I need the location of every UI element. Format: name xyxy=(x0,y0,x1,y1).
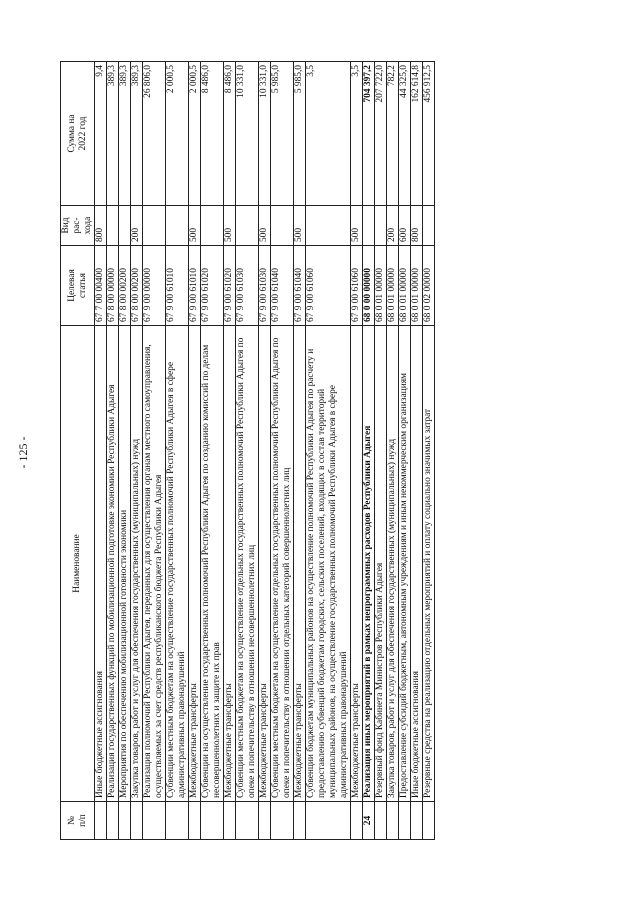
row-name: Реализация полномочий Республики Адыгея, переданных для осуществления органам местного самоуправления, осуществляемых за счет средств республиканского бюджета Республики Адыгея xyxy=(143,326,166,802)
row-target-article: 67 9 00 61010 xyxy=(189,246,201,326)
row-expense-type: 800 xyxy=(95,206,107,246)
row-expense-type xyxy=(271,206,294,246)
row-target-article: 67 9 00 00000 xyxy=(143,246,166,326)
table-row xyxy=(107,62,119,840)
row-sum: 162 614,8 xyxy=(411,62,423,206)
row-name: Закупка товаров, работ и услуг для обеспечения государственных (муниципальных) нужд xyxy=(387,326,399,802)
row-target-article: 68 0 00 00000 xyxy=(363,246,375,326)
row-target-article: 67 9 00 61060 xyxy=(306,246,351,326)
row-expense-type: 500 xyxy=(259,206,271,246)
row-target-article: 67 9 00 61020 xyxy=(224,246,236,326)
row-number xyxy=(259,802,271,840)
row-target-article: 67 8 00 00000 xyxy=(107,246,119,326)
row-target-article: 68 0 01 00000 xyxy=(387,246,399,326)
row-expense-type xyxy=(236,206,259,246)
row-expense-type: 500 xyxy=(189,206,201,246)
row-sum: 10 331,0 xyxy=(236,62,259,206)
row-number xyxy=(387,802,399,840)
table-row xyxy=(236,62,259,840)
row-expense-type xyxy=(363,206,375,246)
row-sum: 704 397,2 xyxy=(363,62,375,206)
row-name: Межбюджетные трансферты xyxy=(351,326,363,802)
row-target-article: 67 9 00 61040 xyxy=(271,246,294,326)
row-sum: 3,5 xyxy=(351,62,363,206)
row-sum: 44 325,0 xyxy=(399,62,411,206)
table-row xyxy=(143,62,166,840)
header-name: Наименование xyxy=(61,326,95,802)
row-target-article: 67 7 00 00400 xyxy=(95,246,107,326)
row-sum: 389,3 xyxy=(119,62,131,206)
page-number: - 125 - xyxy=(16,436,30,469)
row-sum: 389,3 xyxy=(107,62,119,206)
row-name: Субвенции местным бюджетам на осуществление отдельных государственных полномочий Республики Адыгея по опеке и попечительству в отношении несовершеннолетних лиц xyxy=(236,326,259,802)
table-row xyxy=(423,62,435,840)
row-sum: 2 000,5 xyxy=(166,62,189,206)
row-name: Субвенции местным бюджетам на осуществление государственных полномочий Республики Адыгея в сфере административных правонарушений xyxy=(166,326,189,802)
row-target-article: 67 9 00 61040 xyxy=(294,246,306,326)
row-name: Предоставление субсидий бюджетным, автономным учреждениям и иным некоммерческим организациям xyxy=(399,326,411,802)
row-target-article: 68 0 01 00000 xyxy=(399,246,411,326)
table-row xyxy=(131,62,143,840)
row-sum: 3,5 xyxy=(306,62,351,206)
row-name: Резервный фонд Кабинета Министров Республики Адыгея xyxy=(375,326,387,802)
row-name: Межбюджетные трансферты xyxy=(259,326,271,802)
table-header-row xyxy=(61,62,95,840)
row-name: Мероприятия по обеспечению мобилизационной готовности экономики xyxy=(119,326,131,802)
row-expense-type: 500 xyxy=(294,206,306,246)
row-sum: 389,3 xyxy=(131,62,143,206)
table-row xyxy=(387,62,399,840)
row-sum: 2 000,5 xyxy=(189,62,201,206)
row-sum: 26 806,0 xyxy=(143,62,166,206)
row-target-article: 67 9 00 61010 xyxy=(166,246,189,326)
row-number xyxy=(131,802,143,840)
row-name: Субвенции на осуществление государственных полномочий Республики Адыгея по созданию комиссий по делам несовершеннолетних и защите их прав xyxy=(201,326,224,802)
budget-table xyxy=(60,61,435,840)
row-number xyxy=(189,802,201,840)
row-expense-type xyxy=(166,206,189,246)
row-expense-type xyxy=(143,206,166,246)
row-expense-type: 200 xyxy=(131,206,143,246)
row-target-article: 67 9 00 61020 xyxy=(201,246,224,326)
row-number xyxy=(224,802,236,840)
row-sum: 5 985,0 xyxy=(271,62,294,206)
row-expense-type: 200 xyxy=(387,206,399,246)
row-name: Закупка товаров, работ и услуг для обеспечения государственных (муниципальных) нужд xyxy=(131,326,143,802)
row-number xyxy=(201,802,224,840)
header-target-article: Целевая статья xyxy=(61,246,95,326)
row-number xyxy=(294,802,306,840)
table-row xyxy=(363,62,375,840)
table-row xyxy=(259,62,271,840)
row-number xyxy=(271,802,294,840)
row-target-article: 68 0 01 00000 xyxy=(375,246,387,326)
table-row xyxy=(375,62,387,840)
table-row xyxy=(166,62,189,840)
row-number xyxy=(306,802,351,840)
row-sum: 207 722,0 xyxy=(375,62,387,206)
row-sum: 9,4 xyxy=(95,62,107,206)
header-expense-type: Вид рас- хода xyxy=(61,206,95,246)
row-expense-type: 600 xyxy=(399,206,411,246)
row-expense-type xyxy=(119,206,131,246)
row-number xyxy=(119,802,131,840)
row-sum: 10 331,0 xyxy=(259,62,271,206)
row-number xyxy=(375,802,387,840)
table-row xyxy=(201,62,224,840)
row-number xyxy=(399,802,411,840)
row-number: 24 xyxy=(363,802,375,840)
row-name: Реализация иных мероприятий в рамках непрограммных расходов Республики Адыгея xyxy=(363,326,375,802)
row-name: Реализация государственных функций по мобилизационной подготовке экономики Республики Адыгея xyxy=(107,326,119,802)
row-sum: 8 486,0 xyxy=(201,62,224,206)
row-number xyxy=(411,802,423,840)
table-row xyxy=(294,62,306,840)
header-number: № п/п xyxy=(61,802,95,840)
row-expense-type xyxy=(375,206,387,246)
row-sum: 456 912,5 xyxy=(423,62,435,206)
table-row xyxy=(399,62,411,840)
row-number xyxy=(107,802,119,840)
row-number xyxy=(143,802,166,840)
row-name: Межбюджетные трансферты xyxy=(224,326,236,802)
row-target-article: 67 8 00 00200 xyxy=(119,246,131,326)
row-number xyxy=(95,802,107,840)
row-expense-type xyxy=(423,206,435,246)
row-number xyxy=(236,802,259,840)
row-expense-type xyxy=(107,206,119,246)
table-row xyxy=(95,62,107,840)
table-row xyxy=(224,62,236,840)
row-sum: 782,2 xyxy=(387,62,399,206)
row-number xyxy=(351,802,363,840)
row-name: Субвенции местным бюджетам на осуществление отдельных государственных полномочий Республики Адыгея по опеке и попечительству в отношении отдельных категорий совершеннолетних лиц xyxy=(271,326,294,802)
row-name: Иные бюджетные ассигнования xyxy=(411,326,423,802)
row-expense-type xyxy=(201,206,224,246)
row-expense-type: 500 xyxy=(351,206,363,246)
table-row xyxy=(119,62,131,840)
row-expense-type xyxy=(306,206,351,246)
row-name: Резервные средства на реализацию отдельных мероприятий и оплату социально значимых затрат xyxy=(423,326,435,802)
table-row xyxy=(411,62,423,840)
row-number xyxy=(423,802,435,840)
row-name: Субвенции бюджетам муниципальных районов на осуществление полномочий Республики Адыгея по расчету и предоставлению субвенций бюджетам городских, сельских поселений, входящих в состав территорий муниципальных районов, на осуществление государственных полномочий Республики Адыгея в сфере административных правонарушений xyxy=(306,326,351,802)
row-sum: 5 985,0 xyxy=(294,62,306,206)
table-row xyxy=(189,62,201,840)
row-expense-type: 800 xyxy=(411,206,423,246)
row-target-article: 67 8 00 00200 xyxy=(131,246,143,326)
row-sum: 8 486,0 xyxy=(224,62,236,206)
row-target-article: 67 9 00 61060 xyxy=(351,246,363,326)
table-row xyxy=(271,62,294,840)
row-expense-type: 500 xyxy=(224,206,236,246)
table-row xyxy=(351,62,363,840)
row-name: Межбюджетные трансферты xyxy=(189,326,201,802)
row-name: Иные бюджетные ассигнования xyxy=(95,326,107,802)
table-row xyxy=(306,62,351,840)
row-target-article: 67 9 00 61030 xyxy=(236,246,259,326)
row-target-article: 68 0 01 00000 xyxy=(411,246,423,326)
row-target-article: 67 9 00 61030 xyxy=(259,246,271,326)
header-sum: Сумма на 2022 год xyxy=(61,62,95,206)
row-target-article: 68 0 02 00000 xyxy=(423,246,435,326)
row-number xyxy=(166,802,189,840)
row-name: Межбюджетные трансферты xyxy=(294,326,306,802)
